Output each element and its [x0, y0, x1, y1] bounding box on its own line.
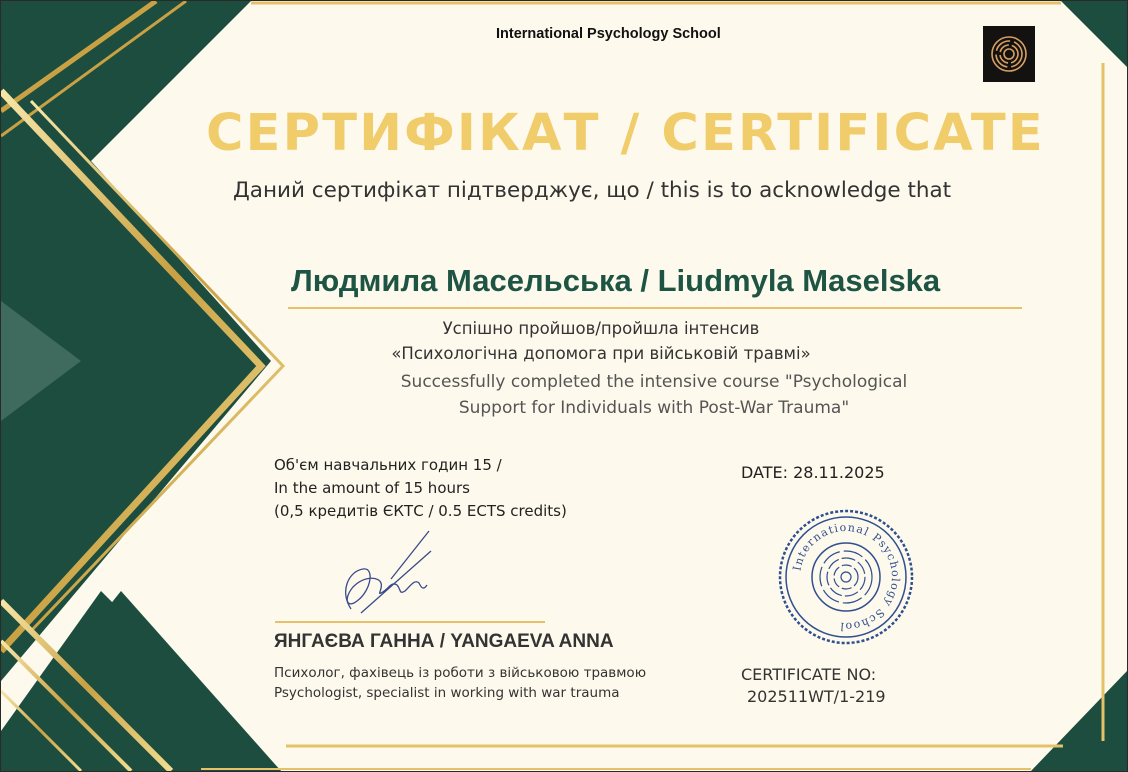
certificate-title: СЕРТИФІКАТ / CERTIFICATE: [206, 104, 1045, 163]
svg-text:International Psychology Schoo: [790, 521, 902, 633]
green-corner-bottom-right: [1031, 671, 1127, 771]
recipient-underline: [288, 307, 1022, 309]
signer-role-uk: Психолог, фахівець із роботи з військовою травмою: [274, 665, 647, 681]
school-name: International Psychology School: [496, 26, 721, 42]
recipient-name: Людмила Масельська / Liudmyla Maselska: [291, 263, 941, 298]
handwritten-signature: [331, 521, 441, 621]
hours-line-1: Об'єм навчальних годин 15 /: [274, 456, 502, 474]
course-description-en-1: Successfully completed the intensive course "Psychological: [400, 372, 908, 392]
signer-role-en: Psychologist, specialist in working with war trauma: [274, 685, 620, 701]
signer-name: ЯНГАЄВА ГАННА / YANGAEVA ANNA: [274, 631, 614, 652]
course-description-en-2: Support for Individuals with Post-War Trauma": [458, 398, 850, 418]
green-corner-top-right: [1061, 1, 1127, 67]
course-description-uk-2: «Психологічна допомога при військовій травмі»: [391, 344, 811, 363]
certificate-number-label: CERTIFICATE NO:: [741, 665, 877, 684]
certificate-subtitle: Даний сертифікат підтверджує, що / this is to acknowledge that: [233, 178, 952, 203]
hours-line-3: (0,5 кредитів ЄКТС / 0.5 ECTS credits): [274, 502, 567, 520]
hours-line-2: In the amount of 15 hours: [274, 479, 470, 497]
course-description-uk-1: Успішно пройшов/пройшла інтенсив: [442, 319, 760, 338]
signature-line: [275, 621, 545, 623]
certificate-number-value: 202511WT/1-219: [747, 687, 886, 706]
seal-text: International Psychology School: [790, 520, 903, 634]
issue-date: DATE: 28.11.2025: [741, 463, 885, 482]
concentric-circles-logo-icon: [983, 26, 1035, 82]
official-seal-stamp: [777, 508, 915, 646]
